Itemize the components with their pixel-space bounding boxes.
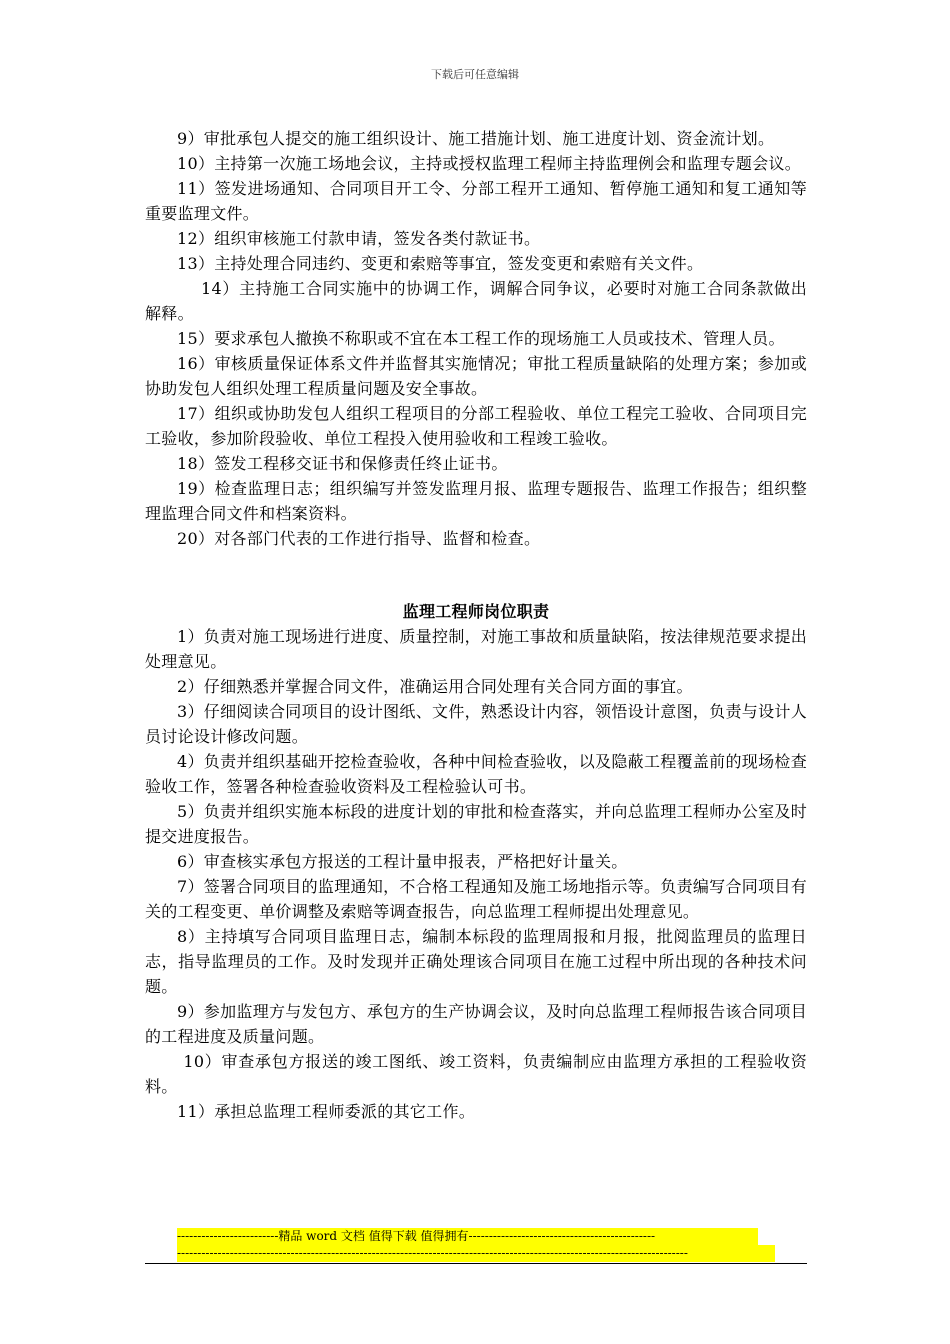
page-footer bbox=[145, 1228, 807, 1262]
footer-banner-line: -------------------------精品 word 文档 值得下载 值得拥有---------------------------------------------- bbox=[177, 1228, 758, 1245]
paragraph-item-20: 20）对各部门代表的工作进行指导、监督和检查。 bbox=[177, 529, 541, 548]
document-body bbox=[145, 126, 807, 1124]
duty-item-11: 11）承担总监理工程师委派的其它工作。 bbox=[177, 1102, 476, 1121]
duty-item-10: 10）审查承包方报送的竣工图纸、竣工资料，负责编制应由监理方承担的工程验收资料。 bbox=[145, 1052, 807, 1096]
duty-item-2: 2）仔细熟悉并掌握合同文件，准确运用合同处理有关合同方面的事宜。 bbox=[177, 677, 693, 696]
paragraph-item-15: 15）要求承包人撤换不称职或不宜在本工程工作的现场施工人员或技术、管理人员。 bbox=[177, 329, 785, 348]
duty-item-5: 5）负责并组织实施本标段的进度计划的审批和检查落实，并向总监理工程师办公室及时提交进度报告。 bbox=[145, 802, 807, 846]
paragraph-item-19: 19）检查监理日志；组织编写并签发监理月报、监理专题报告、监理工作报告；组织整理监理合同文件和档案资料。 bbox=[145, 479, 807, 523]
page-header: 下载后可任意编辑 bbox=[431, 68, 519, 81]
duty-item-7: 7）签署合同项目的监理通知，不合格工程通知及施工场地指示等。负责编写合同项目有关的工程变更、单价调整及索赔等调查报告，向总监理工程师提出处理意见。 bbox=[145, 877, 807, 921]
paragraph-item-10: 10）主持第一次施工场地会议，主持或授权监理工程师主持监理例会和监理专题会议。 bbox=[177, 154, 802, 173]
duty-item-1: 1）负责对施工现场进行进度、质量控制，对施工事故和质量缺陷，按法律规范要求提出处理意见。 bbox=[145, 627, 807, 671]
section-title: 监理工程师岗位职责 bbox=[402, 602, 550, 621]
paragraph-item-18: 18）签发工程移交证书和保修责任终止证书。 bbox=[177, 454, 508, 473]
duty-item-8: 8）主持填写合同项目监理日志，编制本标段的监理周报和月报，批阅监理员的监理日志，指导监理员的工作。及时发现并正确处理该合同项目在施工过程中所出现的各种技术问题。 bbox=[145, 927, 807, 996]
paragraph-item-14: 14）主持施工合同实施中的协调工作，调解合同争议，必要时对施工合同条款做出解释。 bbox=[145, 279, 807, 323]
paragraph-item-13: 13）主持处理合同违约、变更和索赔等事宜，签发变更和索赔有关文件。 bbox=[177, 254, 704, 273]
duty-item-3: 3）仔细阅读合同项目的设计图纸、文件，熟悉设计内容，领悟设计意图，负责与设计人员讨论设计修改问题。 bbox=[145, 702, 807, 746]
duty-item-6: 6）审查核实承包方报送的工程计量申报表，严格把好计量关。 bbox=[177, 852, 628, 871]
paragraph-item-9: 9）审批承包人提交的施工组织设计、施工措施计划、施工进度计划、资金流计划。 bbox=[177, 129, 775, 148]
footer-divider bbox=[145, 1263, 807, 1264]
paragraph-item-16: 16）审核质量保证体系文件并监督其实施情况；审批工程质量缺陷的处理方案；参加或协助发包人组织处理工程质量问题及安全事故。 bbox=[145, 354, 807, 398]
paragraph-item-12: 12）组织审核施工付款申请，签发各类付款证书。 bbox=[177, 229, 541, 248]
duty-item-9: 9）参加监理方与发包方、承包方的生产协调会议，及时向总监理工程师报告该合同项目的工程进度及质量问题。 bbox=[145, 1002, 807, 1046]
paragraph-item-17: 17）组织或协助发包人组织工程项目的分部工程验收、单位工程完工验收、合同项目完工验收，参加阶段验收、单位工程投入使用验收和工程竣工验收。 bbox=[145, 404, 807, 448]
footer-dash-line: ------------------------------------------------------------------------------------------------------------------------------ bbox=[177, 1245, 775, 1262]
duty-item-4: 4）负责并组织基础开挖检查验收，各种中间检查验收，以及隐蔽工程覆盖前的现场检查验收工作，签署各种检查验收资料及工程检验认可书。 bbox=[145, 752, 807, 796]
paragraph-item-11: 11）签发进场通知、合同项目开工令、分部工程开工通知、暂停施工通知和复工通知等重要监理文件。 bbox=[145, 179, 807, 223]
